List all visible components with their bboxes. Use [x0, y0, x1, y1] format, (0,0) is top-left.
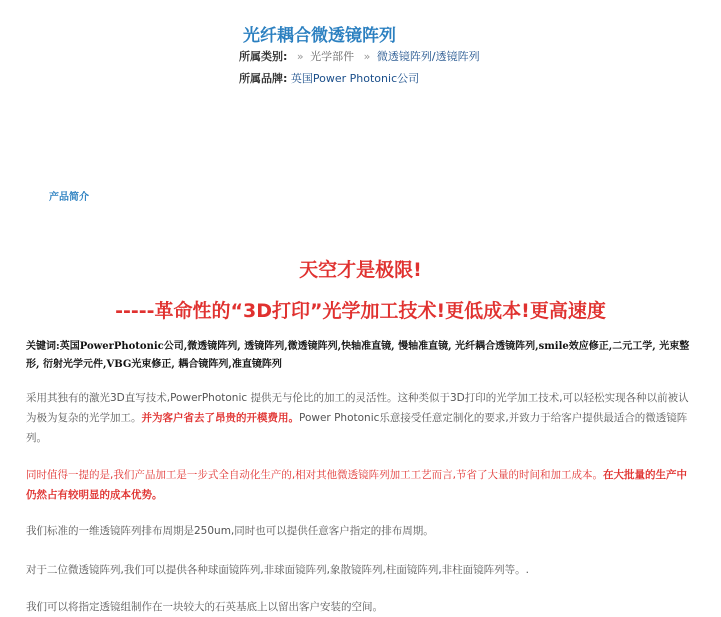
paragraph-2d-arrays: 对于二位微透镜阵列,我们可以提供各种球面镜阵列,非球面镜阵列,象散镜阵列,柱面镜阵列,非柱面镜阵列等。. [26, 564, 530, 576]
highlight-text: 并为客户省去了昂贵的开模费用。 [141, 412, 299, 424]
brand-label: 所属品牌: [239, 72, 288, 85]
breadcrumb-item-optics[interactable]: 光学部件 [310, 50, 355, 63]
paragraph-technology [26, 388, 692, 448]
breadcrumb-item-microlens-array[interactable]: 微透镜阵列/透镜阵列 [376, 50, 480, 63]
product-category-row [239, 49, 480, 65]
paragraph-substrate: 我们可以将指定透镜组制作在一块较大的石英基底上以留出客户安装的空间。 [26, 601, 383, 613]
headline-sky-limit: 天空才是极限! [299, 259, 422, 281]
keywords-paragraph: 关键词:英国PowerPhotonic公司,微透镜阵列, 透镜阵列,微透镜阵列,快轴准直镜, 慢轴准直镜, 光纤耦合透镜阵列,smile效应修正,二元工学, 光束整形, 衍射光学元件,VBG光束修正, 耦合镜阵列,准直镜阵列 [26, 341, 690, 370]
paragraph-text: 采用其独有的激光3D直写技术,PowerPhotonic 提供无与伦比的加工的灵活性。这种类似于3D打印的光学加工技术,可以轻松实现各种以前被认为极为复杂的光学加工。 [26, 392, 689, 424]
paragraph-cost-advantage [26, 465, 692, 505]
breadcrumb-separator: » [296, 50, 304, 63]
tab-product-intro[interactable]: 产品简介 [49, 192, 89, 203]
breadcrumb-separator: » [363, 50, 371, 63]
category-label: 所属类别: [239, 50, 288, 63]
product-brand-row [239, 71, 419, 87]
paragraph-text: 同时值得一提的是,我们产品加工是一步式全自动化生产的,相对其他微透镜阵列加工工艺而言,节省了大量的时间和加工成本。 [26, 469, 604, 481]
headline-3d-printing: -----革命性的“3D打印”光学加工技术!更低成本!更高速度 [115, 300, 606, 322]
paragraph-pitch: 我们标准的一维透镜阵列排布周期是250um,同时也可以提供任意客户指定的排布周期。 [26, 525, 434, 537]
paragraph-text: Power Photonic乐意接受任意定制化的要求,并致力于给客户提供最适合的微透镜阵列。 [26, 412, 688, 444]
product-title: 光纤耦合微透镜阵列 [243, 26, 396, 46]
highlight-text: 在大批量的生产中仍然占有较明显的成本优势。 [26, 469, 688, 501]
brand-value[interactable]: 英国Power Photonic公司 [290, 72, 420, 85]
